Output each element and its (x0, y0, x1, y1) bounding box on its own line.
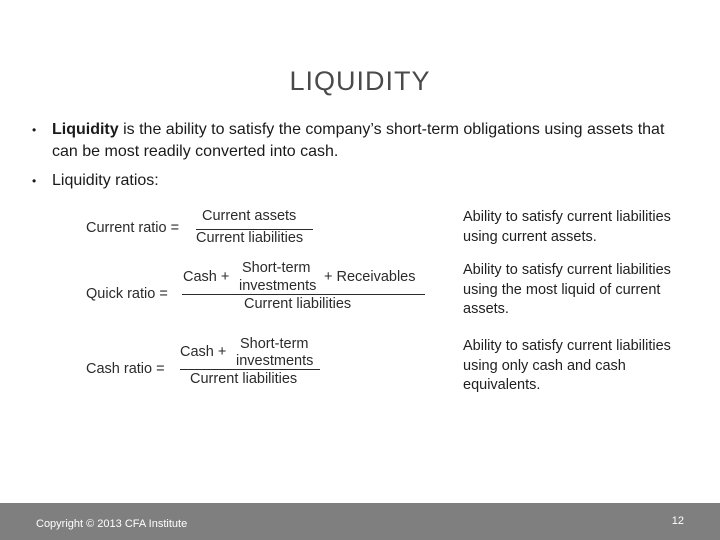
formula-denominator: Current liabilities (196, 230, 304, 246)
current-ratio-description: Ability to satisfy current liabilities using current assets. (463, 209, 671, 245)
numerator-short-term: Short-term (242, 260, 311, 276)
term-liquidity: Liquidity (52, 121, 119, 138)
formula-denominator: Current liabilities (244, 296, 352, 312)
cash-ratio-description: Ability to satisfy current liabilities using only cash and cash equivalents. (463, 338, 671, 393)
formula-label: Cash ratio = (86, 361, 165, 377)
numerator-short-term: Short-term (240, 336, 309, 352)
numerator-investments: investments (239, 278, 317, 294)
numerator-investments: investments (236, 353, 314, 369)
quick-ratio-description: Ability to satisfy current liabilities using the most liquid of current assets. (463, 262, 671, 317)
footer-bar (0, 503, 720, 540)
copyright-text: Copyright © 2013 CFA Institute (36, 518, 188, 530)
bullet-icon: • (32, 123, 37, 137)
formula-numerator: Current assets (202, 208, 297, 224)
numerator-receivables: + Receivables (324, 269, 416, 285)
bullet-icon: • (32, 174, 37, 188)
formula-denominator: Current liabilities (190, 371, 298, 387)
numerator-cash: Cash + (183, 269, 230, 285)
fraction-bar (180, 369, 320, 370)
page-number: 12 (671, 515, 684, 527)
quick-ratio-formula (86, 258, 436, 318)
slide-title: LIQUIDITY (289, 66, 431, 96)
formula-label: Quick ratio = (86, 286, 168, 302)
bullet-liquidity-definition (32, 119, 682, 163)
bullet-liquidity-ratios (32, 170, 682, 192)
formula-label: Current ratio = (86, 220, 180, 236)
current-ratio-formula (86, 206, 326, 252)
cash-ratio-formula (86, 335, 346, 395)
bullet-text: Liquidity ratios: (52, 172, 159, 189)
numerator-cash: Cash + (180, 344, 227, 360)
fraction-bar (182, 294, 425, 295)
definition-text: is the ability to satisfy the company’s short-term obligations using assets that can be most readily converted into cash. (52, 121, 665, 160)
